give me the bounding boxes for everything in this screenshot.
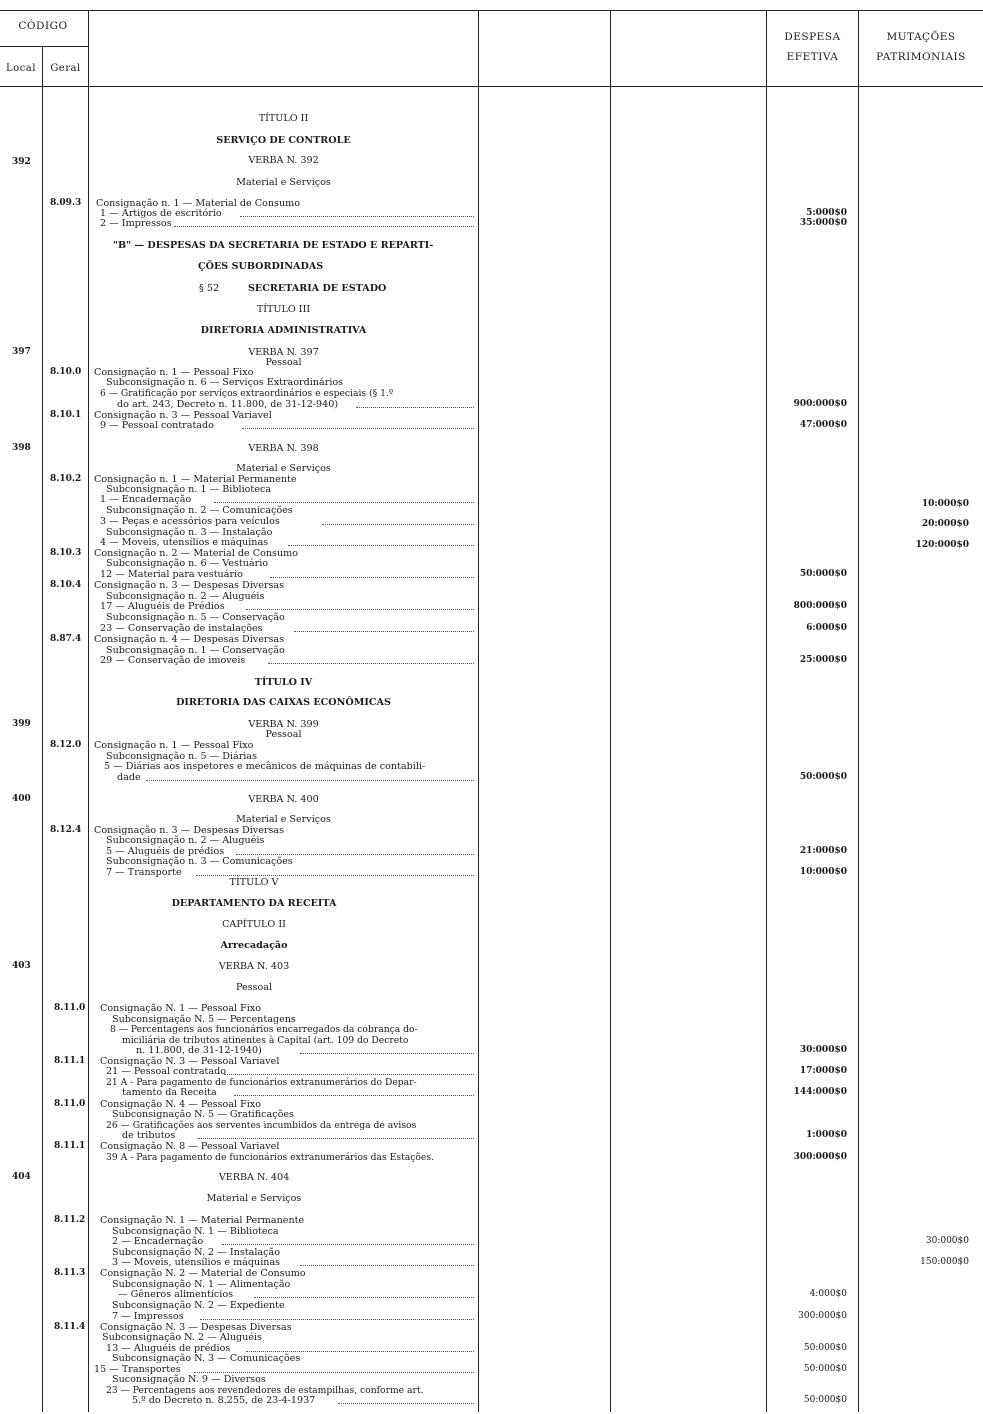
local-code: 398 (12, 443, 31, 453)
geral-code: 8.12.4 (50, 825, 82, 835)
heading-verba-400: VERBA N. 400 (248, 794, 319, 805)
geral-code: 8.10.0 (50, 367, 82, 377)
despesa-value: 300:000$0 (793, 1152, 847, 1162)
despesa-value: 50:000$0 (803, 1364, 847, 1374)
leader-dots (294, 631, 474, 632)
top-rule (0, 10, 983, 11)
subconsignacao-line: Subconsignação N. 5 — Percentagens (112, 1014, 296, 1025)
item-line: 1 — Encadernação (100, 494, 192, 505)
leader-dots (356, 407, 474, 408)
mutacoes-value: 150:000$0 (920, 1257, 969, 1267)
despesa-value: 50:000$0 (799, 772, 847, 782)
heading-titulo-5: TÍTULO V (229, 877, 279, 888)
subconsignacao-line: Subconsignação N. 3 — Comunicações (112, 1353, 301, 1364)
leader-dots (174, 226, 474, 227)
mutacoes-value: 30:000$0 (925, 1236, 969, 1246)
geral-code: 8.11.1 (54, 1141, 86, 1151)
heading-pessoal: Pessoal (265, 729, 302, 740)
header-local: Local (6, 63, 36, 74)
consignacao-line: Consignação N. 1 — Material Permanente (100, 1215, 305, 1226)
leader-dots (214, 502, 474, 503)
despesa-value: 5:000$0 (806, 208, 847, 218)
item-line: miciliária de tributos atinentes à Capital (art. 109 do Decreto (122, 1035, 409, 1046)
heading-pessoal: Pessoal (235, 982, 273, 993)
leader-dots (242, 428, 474, 429)
local-code: 400 (12, 794, 31, 804)
item-line: 12 — Material para vestuário (100, 569, 243, 580)
item-line: 5 — Diárias aos inspetores e mecânicos de máquinas de contabili- (104, 761, 426, 772)
leader-dots (268, 663, 474, 664)
heading-departamento-receita: DEPARTAMENTO DA RECEITA (171, 898, 337, 909)
mutacoes-value: 10:000$0 (921, 499, 969, 509)
geral-code: 8.11.3 (54, 1268, 86, 1278)
item-line: 26 — Gratificações aos serventes incumbidos da entrega de avisos (106, 1120, 417, 1131)
subconsignacao-line: Subconsignação N. 1 — Alimentação (112, 1279, 291, 1290)
despesa-value: 6:000$0 (806, 623, 847, 633)
heading-verba-399: VERBA N. 399 (248, 719, 319, 730)
subconsignacao-line: Subconsignação n. 5 — Conservação (106, 612, 285, 623)
item-line: 13 — Aluguéis de prédios (106, 1343, 231, 1354)
geral-code: 8.11.2 (54, 1215, 86, 1225)
despesa-value: 21:000$0 (799, 846, 847, 856)
leader-dots (246, 609, 474, 610)
geral-code: 8.12.0 (50, 740, 82, 750)
heading-servico-controle: SERVIÇO DE CONTROLE (216, 135, 351, 146)
item-line: 2 — Encadernação (112, 1236, 204, 1247)
despesa-value: 10:000$0 (799, 867, 847, 877)
despesa-value: 30:000$0 (799, 1045, 847, 1055)
subconsignacao-line: Subconsignação n. 1 — Biblioteca (106, 484, 272, 495)
local-code: 399 (12, 719, 31, 729)
despesa-value: 17:000$0 (799, 1066, 847, 1076)
subconsignacao-line: Subconsignação n. 2 — Aluguéis (106, 591, 265, 602)
item-line: — Gêneros alimentícios (118, 1289, 234, 1300)
item-line: 9 — Pessoal contratado (100, 420, 214, 431)
header-codigo: CÓDIGO (18, 20, 68, 32)
consignacao-line: Consignação N. 1 — Pessoal Fixo (100, 1003, 261, 1014)
header-geral: Geral (50, 63, 81, 74)
heading-titulo-4: TÍTULO IV (254, 677, 313, 688)
item-line: 21 — Pessoal contratado (106, 1066, 227, 1077)
item-line: 3 — Moveis, utensílios e máquinas (112, 1257, 281, 1268)
heading-material-servicos: Material e Serviços (236, 814, 331, 825)
item-line: 4 — Moveis, utensílios e máquinas (100, 537, 269, 548)
leader-dots (200, 1319, 474, 1320)
geral-code: 8.09.3 (50, 198, 82, 208)
local-code: 397 (12, 347, 31, 357)
header-mutacoes-1: MUTAÇÕES (886, 31, 956, 43)
mutacoes-value: 120:000$0 (915, 540, 969, 550)
subconsignacao-line: Subconsignação n. 3 — Comunicações (106, 856, 293, 867)
col-divider-local (42, 46, 43, 1412)
leader-dots (222, 1244, 474, 1245)
despesa-value: 25:000$0 (799, 655, 847, 665)
despesa-value: 50:000$0 (803, 1343, 847, 1353)
item-line: 5.º do Decreto n. 8.255, de 23-4-1937 (132, 1395, 316, 1406)
header-mutacoes-2: PATRIMONIAIS (876, 51, 966, 63)
item-line: 1 — Artigos de escritório (100, 208, 222, 219)
item-line: 6 — Gratificação por serviços extraordinários e especiais (§ 1.º (100, 388, 394, 399)
header-bottom-rule (0, 86, 983, 87)
geral-code: 8.10.2 (50, 474, 82, 484)
despesa-value: 300:000$0 (798, 1311, 847, 1321)
consignacao-line: Consignação n. 3 — Despesas Diversas (94, 580, 285, 591)
heading-titulo-2: TÍTULO II (258, 113, 309, 124)
leader-dots (246, 1351, 474, 1352)
item-line: 21 A - Para pagamento de funcionários extranumerários do Depar- (106, 1077, 417, 1088)
item-line: 7 — Transporte (106, 867, 182, 878)
consignacao-line: Consignação n. 1 — Material Permanente (94, 474, 297, 485)
local-code: 392 (12, 157, 31, 167)
geral-code: 8.11.0 (54, 1099, 86, 1109)
item-line: do art. 243, Decreto n. 11.800, de 31-12-940) (117, 399, 339, 410)
heading-despesas-b-line2: ÇÕES SUBORDINADAS (198, 261, 324, 272)
geral-code: 8.11.4 (54, 1322, 86, 1332)
leader-dots (300, 1053, 474, 1054)
local-code: 403 (12, 961, 31, 971)
subconsignacao-line: Suconsignação N. 9 — Diversos (112, 1374, 266, 1385)
heading-verba-397: VERBA N. 397 (248, 347, 319, 358)
heading-capitulo-2: CAPÍTULO II (222, 919, 286, 930)
header-despesa-2: EFETIVA (786, 51, 839, 63)
despesa-value: 47:000$0 (799, 420, 847, 430)
col-divider-blank (610, 10, 611, 1412)
consignacao-line: Consignação n. 1 — Material de Consumo (96, 198, 301, 209)
subconsignacao-line: Subconsignação n. 6 — Vestuário (106, 558, 269, 569)
leader-dots (338, 1403, 474, 1404)
leader-dots (236, 854, 474, 855)
col-divider-text (478, 10, 479, 1412)
heading-verba-403: VERBA N. 403 (218, 961, 290, 972)
leader-dots (194, 1372, 474, 1373)
item-line: 23 — Conservação de instalações (100, 623, 263, 634)
consignacao-line: Consignação n. 3 — Pessoal Variavel (94, 410, 272, 421)
heading-material-servicos: Material e Serviços (236, 177, 331, 188)
col-divider-despesa-left (766, 10, 767, 1412)
subconsignacao-line: Subconsignação N. 5 — Gratificações (112, 1109, 294, 1120)
item-line: 23 — Percentagens aos revendedores de estampilhas, conforme art. (106, 1385, 424, 1396)
heading-verba-398: VERBA N. 398 (248, 443, 319, 454)
heading-section-52: § 52 (199, 283, 220, 294)
heading-diretoria-administrativa: DIRETORIA ADMINISTRATIVA (200, 325, 367, 336)
leader-dots (224, 1074, 474, 1075)
heading-material-servicos: Material e Serviços (206, 1193, 302, 1204)
consignacao-line: Consignação N. 8 — Pessoal Variavel (100, 1141, 280, 1152)
consignacao-line: Consignação N. 2 — Material de Consumo (100, 1268, 306, 1279)
item-line: 3 — Peças e acessórios para veículos (100, 516, 280, 527)
despesa-value: 50:000$0 (799, 569, 847, 579)
leader-dots (288, 545, 474, 546)
geral-code: 8.11.0 (54, 1003, 86, 1013)
heading-arrecadacao: Arrecadação (220, 940, 288, 951)
leader-dots (198, 1138, 474, 1139)
despesa-value: 50:000$0 (803, 1395, 847, 1405)
header-mid-rule (0, 46, 88, 47)
heading-diretoria-caixas: DIRETORIA DAS CAIXAS ECONÔMICAS (176, 697, 391, 708)
despesa-value: 144:000$0 (793, 1087, 847, 1097)
heading-pessoal: Pessoal (265, 357, 302, 368)
item-line: 8 — Percentagens aos funcionários encarregados da cobrança do- (110, 1024, 418, 1035)
subconsignacao-line: Subconsignação N. 2 — Instalação (112, 1247, 280, 1258)
leader-dots (234, 1095, 474, 1096)
item-line: tamento da Receita (122, 1087, 217, 1098)
consignacao-line: Consignação n. 1 — Pessoal Fixo (94, 367, 254, 378)
consignacao-line: Consignação n. 3 — Despesas Diversas (94, 825, 285, 836)
consignacao-line: Consignação n. 4 — Despesas Diversas (94, 634, 285, 645)
consignacao-line: Consignação N. 3 — Despesas Diversas (100, 1322, 292, 1333)
subconsignacao-line: Subconsignação n. 2 — Aluguéis (106, 835, 265, 846)
heading-secretaria: SECRETARIA DE ESTADO (248, 283, 387, 294)
heading-material-servicos: Material e Serviços (236, 463, 331, 474)
item-line: dade (117, 772, 141, 783)
item-line: 15 — Transportes (94, 1364, 181, 1375)
consignacao-line: Consignação N. 3 — Pessoal Variavel (100, 1056, 280, 1067)
item-line: de tributos (122, 1130, 176, 1141)
subconsignacao-line: Subconsignação n. 5 — Diárias (106, 751, 258, 762)
leader-dots (270, 577, 474, 578)
despesa-value: 1:000$0 (806, 1130, 847, 1140)
subconsignacao-line: Subconsignação N. 2 — Expediente (112, 1300, 285, 1311)
col-divider-despesa-right (858, 10, 859, 1412)
geral-code: 8.87.4 (50, 634, 82, 644)
item-line: 7 — Impressos (112, 1311, 184, 1322)
leader-dots (196, 875, 474, 876)
subconsignacao-line: Subconsignação n. 2 — Comunicações (106, 505, 293, 516)
consignacao-line: Consignação N. 4 — Pessoal Fixo (100, 1099, 261, 1110)
despesa-value: 800:000$0 (793, 601, 847, 611)
item-line: 2 — Impressos (100, 218, 172, 229)
subconsignacao-line: Subconsignação n. 6 — Serviços Extraordinários (106, 377, 344, 388)
subconsignacao-line: Subconsignação N. 2 — Aluguéis (102, 1332, 263, 1343)
geral-code: 8.10.3 (50, 548, 82, 558)
mutacoes-value: 20:000$0 (921, 519, 969, 529)
consignacao-line: Consignação n. 2 — Material de Consumo (94, 548, 299, 559)
local-code: 404 (12, 1172, 31, 1182)
item-line: 5 — Aluguéis de prédios (106, 846, 225, 857)
heading-titulo-3: TÍTULO III (256, 304, 311, 315)
leader-dots (146, 780, 474, 781)
item-line: 29 — Conservação de imoveis (100, 655, 246, 666)
geral-code: 8.10.1 (50, 410, 82, 420)
subconsignacao-line: Subconsignação n. 3 — Instalação (106, 527, 273, 538)
item-line: 39 A - Para pagamento de funcionários extranumerários das Estações. (106, 1152, 434, 1163)
leader-dots (322, 524, 474, 525)
heading-despesas-b-line1: "B" — DESPESAS DA SECRETARIA DE ESTADO E REPARTI- (113, 240, 434, 251)
subconsignacao-line: Subconsignação N. 1 — Biblioteca (112, 1226, 279, 1237)
item-line: 17 — Aluguéis de Prédios (100, 601, 225, 612)
despesa-value: 4:000$0 (809, 1289, 847, 1299)
leader-dots (254, 1297, 474, 1298)
geral-code: 8.10.4 (50, 580, 82, 590)
subconsignacao-line: Subconsignação n. 1 — Conservação (106, 645, 285, 656)
geral-code: 8.11.1 (54, 1056, 86, 1066)
despesa-value: 900:000$0 (793, 399, 847, 409)
heading-verba-392: VERBA N. 392 (248, 155, 319, 166)
heading-verba-404: VERBA N. 404 (218, 1172, 290, 1183)
leader-dots (300, 1265, 474, 1266)
consignacao-line: Consignação n. 1 — Pessoal Fixo (94, 740, 254, 751)
leader-dots (240, 216, 474, 217)
header-despesa-1: DESPESA (784, 31, 841, 43)
item-line: n. 11.800, de 31-12-1940) (136, 1045, 262, 1056)
despesa-value: 35:000$0 (799, 218, 847, 228)
